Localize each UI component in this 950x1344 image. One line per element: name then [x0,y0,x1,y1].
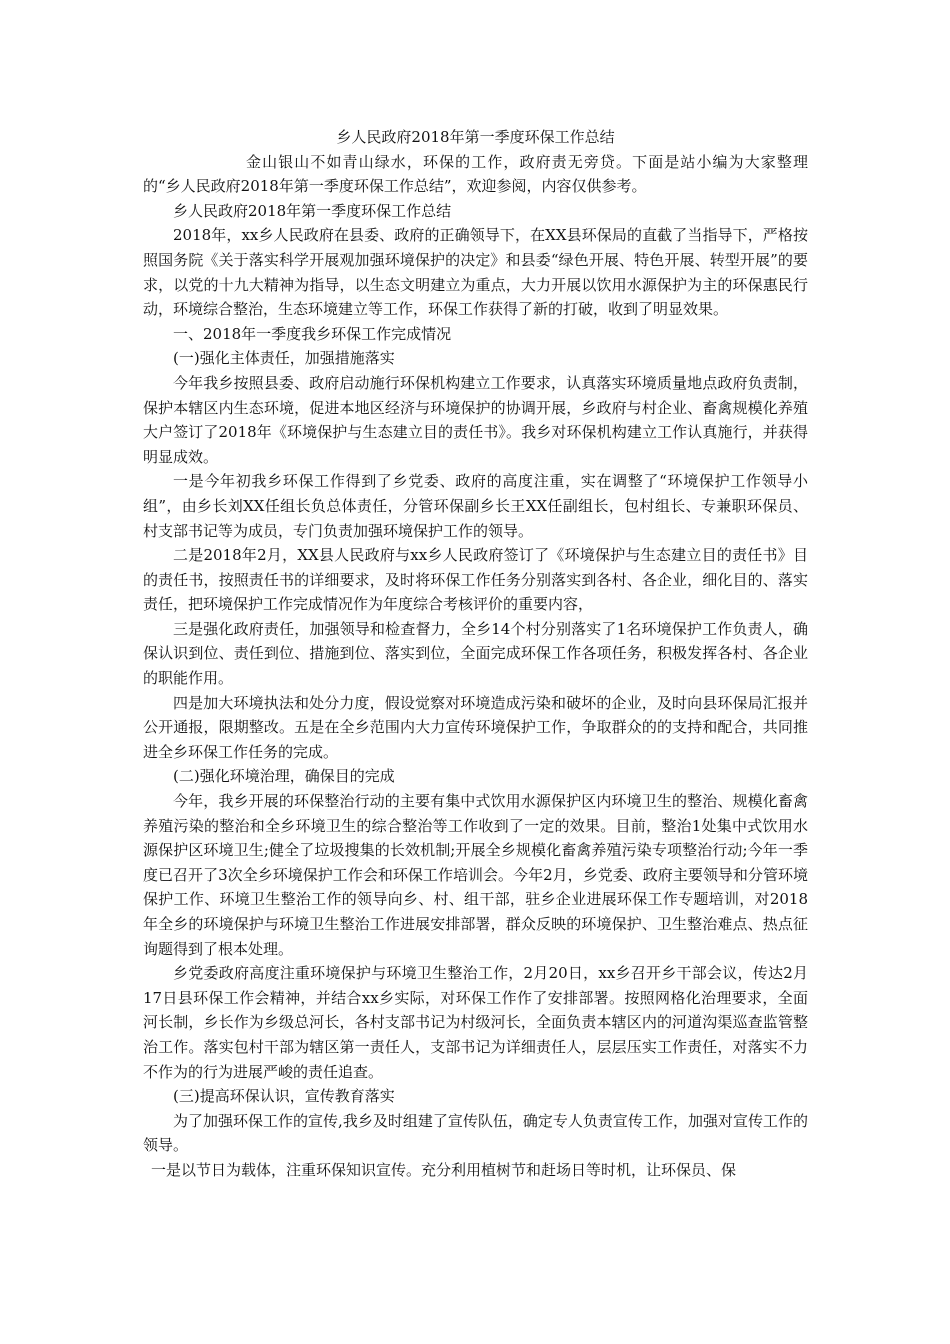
paragraph-last-line: 一是以节日为载体，注重环保知识宣传。充分利用植树节和赶场日等时机，让环保员、保 [151,1160,737,1179]
document-body [143,125,808,1183]
paragraph: 今年，我乡开展的环保整治行动的主要有集中式饮用水源保护区内环境卫生的整治、规模化畜禽养殖污染的整治和全乡环境卫生的综合整治等工作收到了一定的效果。目前，整治1处集中式饮用水源保护区环境卫生;健全了垃圾搜集的长效机制;开展全乡规模化畜禽养殖污染专项整治行动;今年一季度已召开了3次全乡环境保护工作会和环保工作培训会。今年2月，乡党委、政府主要领导和分管环境保护工作、环境卫生整治工作的领导向乡、村、组干部，驻乡企业进展环保工作专题培训，对2018年全乡的环境保护与环境卫生整治工作进展安排部署，群众反映的环境保护、卫生整治难点、热点征询题得到了根本处理。 [143,792,808,958]
paragraph: 2018年，xx乡人民政府在县委、政府的正确领导下，在XX县环保局的直截了当指导下，严格按照国务院《关于落实科学开展观加强环境保护的决定》和县委“绿色开展、特色开展、转型开展”的要求，以党的十九大精神为指导，以生态文明建立为重点，大力开展以饮用水源保护为主的环保惠民行动，环境综合整治，生态环境建立等工作，环保工作获得了新的打破，收到了明显效果。 [143,226,808,319]
paragraph: 今年我乡按照县委、政府启动施行环保机构建立工作要求，认真落实环境质量地点政府负责制，保护本辖区内生态环境，促进本地区经济与环境保护的协调开展，乡政府与村企业、畜禽规模化养殖大户签订了2018年《环境保护与生态建立目的责任书》。我乡对环保机构建立工作认真施行，并获得明显成效。 [143,373,808,466]
paragraph: 一是今年初我乡环保工作得到了乡党委、政府的高度注重，实在调整了“环境保护工作领导小组”，由乡长刘XX任组长负总体责任，分管环保副乡长王XX任副组长，包村组长、专兼职环保员、村支部书记等为成员，专门负责加强环境保护工作的领导。 [143,472,808,540]
paragraph: 四是加大环境执法和处分力度，假设觉察对环境造成污染和破坏的企业，及时向县环保局汇报并公开通报，限期整改。五是在全乡范围内大力宣传环境保护工作，争取群众的的支持和配合，共同推进全乡环保工作任务的完成。 [143,693,808,761]
paragraph: 二是2018年2月，XX县人民政府与xx乡人民政府签订了《环境保护与生态建立目的责任书》目的责任书，按照责任书的详细要求，及时将环保工作任务分别落实到各村、各企业，细化目的、落实责任，把环境保护工作完成情况作为年度综合考核评价的重要内容， [143,546,808,614]
paragraph: 乡党委政府高度注重环境保护与环境卫生整治工作，2月20日，xx乡召开乡干部会议，传达2月17日县环保工作会精神，并结合xx乡实际，对环保工作作了安排部署。按照网格化治理要求，全面河长制，乡长作为乡级总河长，各村支部书记为村级河长，全面负责本辖区内的河道沟渠巡查监管整治工作。落实包村干部为辖区第一责任人，支部书记为详细责任人，层层压实工作责任，对落实不力不作为的行为进展严峻的责任追查。 [143,964,808,1081]
subsection-heading: (一)强化主体责任，加强措施落实 [173,349,395,368]
intro-paragraph: 金山银山不如青山绿水，环保的工作，政府责无旁贷。下面是站小编为大家整理的“乡人民政府2018年第一季度环保工作总结”，欢迎参阅，内容仅供参考。 [143,152,808,196]
paragraph: 为了加强环保工作的宣传,我乡及时组建了宣传队伍，确定专人负责宣传工作，加强对宣传工作的领导。 [143,1111,808,1155]
subsection-heading: (二)强化环境治理，确保目的完成 [173,767,395,786]
document-title: 乡人民政府2018年第一季度环保工作总结 [336,128,615,146]
paragraph: 三是强化政府责任，加强领导和检查督力，全乡14个村分别落实了1名环境保护工作负责人，确保认识到位、责任到位、措施到位、落实到位，全面完成环保工作各项任务，积极发挥各村、各企业的职能作用。 [143,619,808,688]
subsection-heading: (三)提高环保认识，宣传教育落实 [173,1087,395,1106]
section-heading: 一、2018年一季度我乡环保工作完成情况 [173,324,452,343]
section-subtitle: 乡人民政府2018年第一季度环保工作总结 [173,201,452,220]
